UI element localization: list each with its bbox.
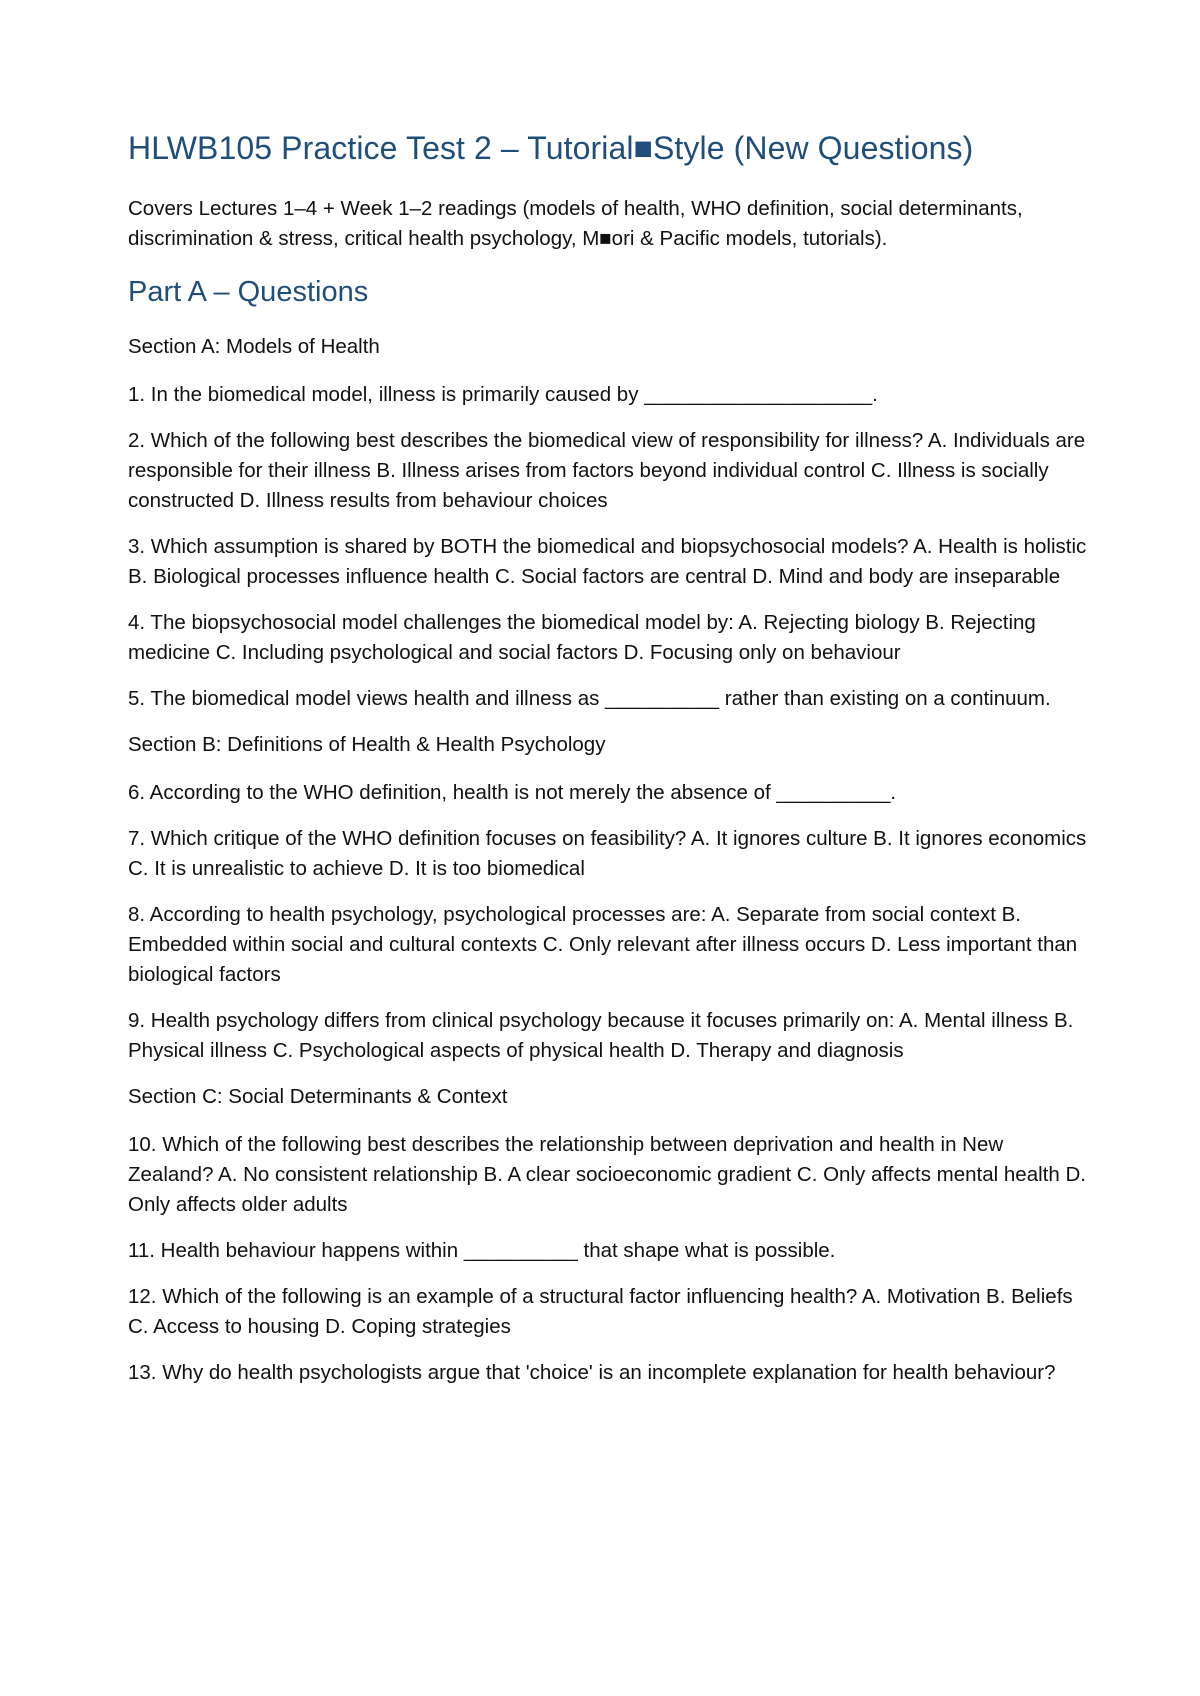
document-page bbox=[128, 128, 1088, 1404]
question-5: 5. The biomedical model views health and illness as __________ rather than existing on a continuum. bbox=[128, 687, 1051, 710]
section-label: Section B: Definitions of Health & Health Psychology bbox=[128, 733, 606, 756]
section-b bbox=[128, 730, 1088, 1066]
part-heading: Part A – Questions bbox=[128, 276, 369, 308]
question-3: 3. Which assumption is shared by BOTH the biomedical and biopsychosocial models? A. Health is holistic B. Biological processes influence health C. Social factors are central D. Mind and body are inseparable bbox=[128, 535, 1087, 588]
question-10: 10. Which of the following best describes the relationship between deprivation and health in New Zealand? A. No consistent relationship B. A clear socioeconomic gradient C. Only affects mental health D. Only affects older adults bbox=[128, 1133, 1086, 1216]
question-9: 9. Health psychology differs from clinical psychology because it focuses primarily on: A. Mental illness B. Physical illness C. Psychological aspects of physical health D. Therapy and diagnosis bbox=[128, 1009, 1074, 1062]
question-1: 1. In the biomedical model, illness is primarily caused by ____________________. bbox=[128, 383, 878, 406]
question-2: 2. Which of the following best describes the biomedical view of responsibility for illness? A. Individuals are responsible for their illness B. Illness arises from factors beyond individual control C. Illness is socially constructed D. Illness results from behaviour choices bbox=[128, 429, 1086, 512]
section-a bbox=[128, 332, 1088, 714]
question-12: 12. Which of the following is an example of a structural factor influencing health? A. Motivation B. Beliefs C. Access to housing D. Coping strategies bbox=[128, 1285, 1073, 1338]
question-11: 11. Health behaviour happens within __________ that shape what is possible. bbox=[128, 1239, 836, 1262]
question-7: 7. Which critique of the WHO definition focuses on feasibility? A. It ignores culture B. It ignores economics C. It is unrealistic to achieve D. It is too biomedical bbox=[128, 827, 1087, 880]
question-13: 13. Why do health psychologists argue that 'choice' is an incomplete explanation for health behaviour? bbox=[128, 1361, 1056, 1384]
document-intro: Covers Lectures 1–4 + Week 1–2 readings (models of health, WHO definition, social determinants, discrimination & stress, critical health psychology, M■ori & Pacific models, tutorials). bbox=[128, 197, 1023, 250]
question-4: 4. The biopsychosocial model challenges the biomedical model by: A. Rejecting biology B. Rejecting medicine C. Including psychological and social factors D. Focusing only on behaviour bbox=[128, 611, 1036, 664]
section-label: Section C: Social Determinants & Context bbox=[128, 1085, 508, 1108]
section-c bbox=[128, 1082, 1088, 1388]
question-6: 6. According to the WHO definition, health is not merely the absence of __________. bbox=[128, 781, 897, 804]
document-title: HLWB105 Practice Test 2 – Tutorial■Style (New Questions) bbox=[128, 130, 974, 166]
section-label: Section A: Models of Health bbox=[128, 335, 380, 358]
question-8: 8. According to health psychology, psychological processes are: A. Separate from social context B. Embedded within social and cultural contexts C. Only relevant after illness occurs D. Less important than biological factors bbox=[128, 903, 1078, 986]
